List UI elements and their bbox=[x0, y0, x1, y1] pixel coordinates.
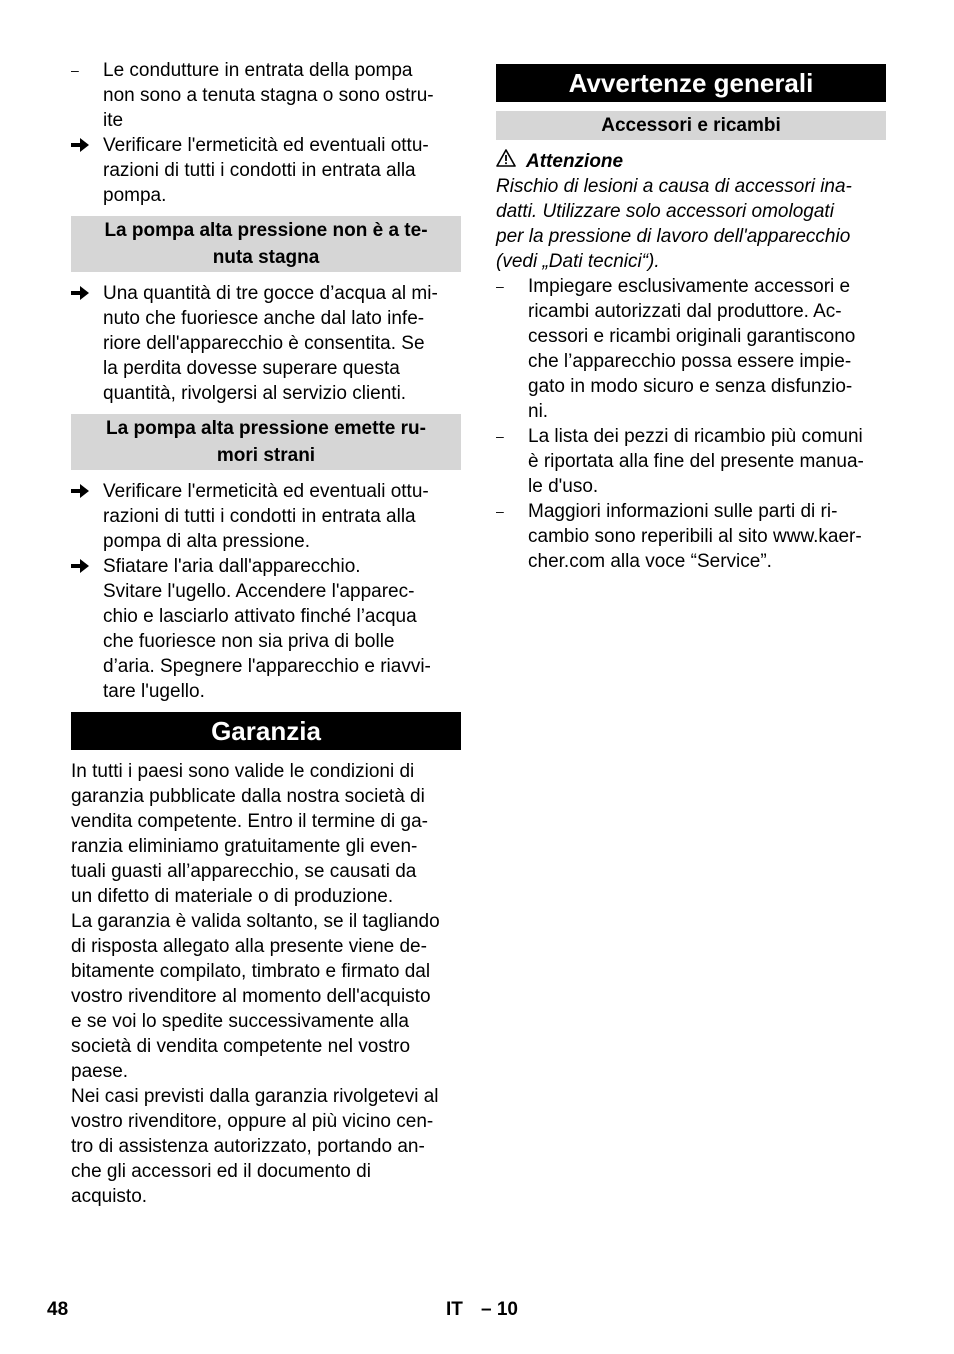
text-line: La pompa alta pressione non è a te- bbox=[104, 220, 428, 241]
text-line: La pompa alta pressione emette ru- bbox=[106, 418, 426, 439]
text-line: nuto che fuoriesce anche dal lato infe- bbox=[103, 308, 425, 329]
list-item bbox=[71, 554, 461, 579]
list-item bbox=[496, 424, 886, 499]
sub-page-number: – 10 bbox=[481, 1299, 518, 1320]
text-line: la perdita dovesse superare questa bbox=[103, 358, 400, 379]
dash-bullet: – bbox=[496, 278, 504, 294]
attention-text bbox=[496, 174, 886, 274]
text-line: In tutti i paesi sono valide le condizioni di bbox=[71, 761, 415, 782]
text-line: cher.com alla voce “Service”. bbox=[528, 551, 772, 572]
text-line: garanzia pubblicate dalla nostra società di bbox=[71, 786, 425, 807]
left-column bbox=[71, 58, 461, 1209]
text-line: che l’apparecchio possa essere impie- bbox=[528, 351, 852, 372]
text-line: e se voi lo spedite successivamente alla bbox=[71, 1011, 409, 1032]
text-line: Una quantità di tre gocce d’acqua al mi- bbox=[103, 283, 438, 304]
text-line: tuali guasti all’apparecchio, se causati da bbox=[71, 861, 417, 882]
text-line: vostro rivenditore al momento dell'acquisto bbox=[71, 986, 431, 1007]
list-item bbox=[496, 499, 886, 574]
section-heading-leak bbox=[71, 216, 461, 272]
text-line: che gli accessori ed il documento di bbox=[71, 1161, 371, 1182]
text-line: Le condutture in entrata della pompa bbox=[103, 60, 413, 81]
text-line: Svitare l'ugello. Accendere l'apparec- bbox=[103, 581, 415, 602]
list-item-text bbox=[103, 281, 461, 406]
attention-heading bbox=[496, 149, 886, 174]
text-line: pompa di alta pressione. bbox=[103, 531, 311, 552]
text-line: bitamente compilato, timbrato e firmato dal bbox=[71, 961, 431, 982]
text-line: le d'uso. bbox=[528, 476, 599, 497]
dash-bullet: – bbox=[71, 62, 79, 78]
text-line: acquisto. bbox=[71, 1186, 148, 1207]
text-line: nuta stagna bbox=[212, 247, 320, 268]
text-line: ni. bbox=[528, 401, 549, 422]
attention-label: Attenzione bbox=[526, 151, 624, 172]
list-item bbox=[71, 133, 461, 208]
instruction-continuation bbox=[71, 579, 461, 704]
language-code: IT bbox=[446, 1299, 463, 1320]
list-item-text bbox=[103, 479, 461, 554]
section-heading-noise bbox=[71, 414, 461, 470]
text-line: datti. Utilizzare solo accessori omologati bbox=[496, 201, 834, 222]
text-line: Rischio di lesioni a causa di accessori ina- bbox=[496, 176, 852, 197]
text-line: cambio sono reperibili al sito www.kaer- bbox=[528, 526, 862, 547]
list-item bbox=[71, 281, 461, 406]
text-line: gato in modo sicuro e senza disfunzio- bbox=[528, 376, 853, 397]
text-line: non sono a tenuta stagna o sono ostru- bbox=[103, 85, 434, 106]
list-item-text bbox=[103, 133, 461, 208]
list-item-text bbox=[103, 58, 461, 133]
text-line: tro di assistenza autorizzato, portando an- bbox=[71, 1136, 425, 1157]
warning-triangle-icon bbox=[496, 149, 516, 174]
text-line: che fuoriesce non sia priva di bolle bbox=[103, 631, 395, 652]
subsection-heading-accessories: Accessori e ricambi bbox=[496, 111, 886, 140]
list-item-text bbox=[528, 274, 886, 424]
list-item bbox=[71, 479, 461, 554]
text-line: pompa. bbox=[103, 185, 167, 206]
text-line: razioni di tutti i condotti in entrata alla bbox=[103, 160, 416, 181]
text-line: ite bbox=[103, 110, 124, 131]
text-line: Impiegare esclusivamente accessori e bbox=[528, 276, 851, 297]
page-number: 48 bbox=[47, 1299, 69, 1320]
text-line: Verificare l'ermeticità ed eventuali ottu- bbox=[103, 135, 429, 156]
arrow-right-icon bbox=[71, 281, 99, 300]
text-line: vostro rivenditore, oppure al più vicino cen- bbox=[71, 1111, 434, 1132]
arrow-right-icon bbox=[71, 479, 99, 498]
text-line: d’aria. Spegnere l'apparecchio e riavvi- bbox=[103, 656, 431, 677]
list-item-text bbox=[528, 424, 886, 499]
section-title-general-warnings: Avvertenze generali bbox=[496, 64, 886, 102]
text-line: Verificare l'ermeticità ed eventuali ottu- bbox=[103, 481, 429, 502]
text-line: mori strani bbox=[216, 445, 316, 466]
paragraph bbox=[71, 909, 461, 1084]
paragraph bbox=[71, 1084, 461, 1209]
text-line: chio e lasciarlo attivato finché l’acqua bbox=[103, 606, 417, 627]
text-line: ranzia eliminiamo gratuitamente gli even- bbox=[71, 836, 418, 857]
text-line: Sfiatare l'aria dall'apparecchio. bbox=[103, 556, 361, 577]
paragraph bbox=[71, 759, 461, 909]
text-line: ricambi autorizzati dal produttore. Ac- bbox=[528, 301, 842, 322]
list-item-text bbox=[528, 499, 886, 574]
text-line: vendita competente. Entro il termine di ga- bbox=[71, 811, 428, 832]
list-item bbox=[71, 58, 461, 133]
text-line: per la pressione di lavoro dell'apparecchio bbox=[496, 226, 851, 247]
section-title-garanzia: Garanzia bbox=[71, 712, 461, 750]
text-line: cessori e ricambi originali garantiscono bbox=[528, 326, 856, 347]
text-line: Nei casi previsti dalla garanzia rivolgetevi al bbox=[71, 1086, 439, 1107]
right-column bbox=[496, 58, 886, 574]
text-line: La garanzia è valida soltanto, se il tagliando bbox=[71, 911, 440, 932]
dash-bullet: – bbox=[496, 428, 504, 444]
list-item-text bbox=[103, 554, 461, 579]
text-line: paese. bbox=[71, 1061, 129, 1082]
text-line: Maggiori informazioni sulle parti di ri- bbox=[528, 501, 838, 522]
text-line: società di vendita competente nel vostro bbox=[71, 1036, 411, 1057]
text-line: (vedi „Dati tecnici“). bbox=[496, 251, 660, 272]
text-line: La lista dei pezzi di ricambio più comuni bbox=[528, 426, 863, 447]
text-line: di risposta allegato alla presente viene de- bbox=[71, 936, 427, 957]
list-item bbox=[496, 274, 886, 424]
text-line: riore dell'apparecchio è consentita. Se bbox=[103, 333, 425, 354]
text-line: quantità, rivolgersi al servizio clienti. bbox=[103, 383, 407, 404]
text-line: razioni di tutti i condotti in entrata alla bbox=[103, 506, 416, 527]
text-line: tare l'ugello. bbox=[103, 681, 205, 702]
text-line: un difetto di materiale o di produzione. bbox=[71, 886, 394, 907]
arrow-right-icon bbox=[71, 133, 99, 152]
text-line: è riportata alla fine del presente manua- bbox=[528, 451, 864, 472]
dash-bullet: – bbox=[496, 503, 504, 519]
arrow-right-icon bbox=[71, 554, 99, 573]
